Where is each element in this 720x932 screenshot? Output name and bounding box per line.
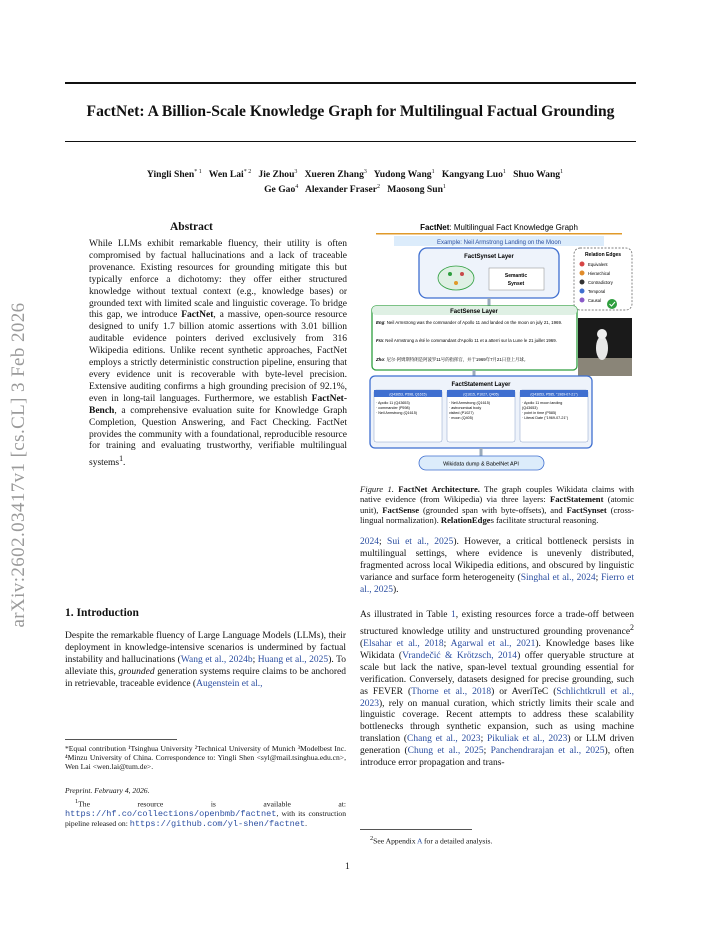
arxiv-stamp: arXiv:2602.03417v1 [cs.CL] 3 Feb 2026 <box>8 302 29 628</box>
author: Jie Zhou$^3$ <box>258 169 298 181</box>
svg-text:· commander (P598): · commander (P598) <box>376 406 410 410</box>
title-rule-top <box>65 82 636 84</box>
author: Alexander Fraser$^2$ <box>304 184 380 196</box>
preprint-note: Preprint. February 4, 2026. <box>65 786 150 795</box>
citation-link[interactable]: Vrandečić & Krötzsch, 2014 <box>402 650 518 661</box>
author: Kangyang Luo$^1$ <box>441 169 506 181</box>
contradictory-icon <box>580 280 585 285</box>
right-paragraph-2: As illustrated in Table 1, existing resources force a trade-off between structured knowledge utility and unstructured grounding provenance$^2$ (Elsahar et al., 2018; Agarwal et al., 2021). Knowledge bases like Wikidata (Vrandečić & Krötzsch, 2014) offer queryable structure at scale but lack the native, span-level textual grounding essential for verification. Conversely, datasets designed for precise grounding, such as FEVER (Thorne et al., 2018) or AveriTeC (Schlichtkrull et al., 2023), rely on manual curation, which strictly limits their scale and linguistic coverage. Recent attempts to address these scalability bottlenecks through synthetic expansion, such as using machine translation (Chang et al., 2023; Pikuliak et al., 2023) or LLM driven generation (Chung et al., 2025; Panchendrarajan et al., 2025), often introduce error propagation and trans- <box>360 610 635 769</box>
title-rule-bottom <box>65 141 636 142</box>
table-ref-link[interactable]: 1 <box>451 610 456 620</box>
svg-text:Contradictory: Contradictory <box>588 280 613 285</box>
footnote-rule-right <box>360 829 472 830</box>
check-icon <box>607 299 617 309</box>
citation-link[interactable]: Wang et al., 2024b <box>180 654 253 665</box>
citation-link[interactable]: Fierro et al., 2025 <box>360 572 635 595</box>
citation-link[interactable]: Singhal et al., 2024 <box>520 572 596 583</box>
equivalent-icon <box>580 262 585 267</box>
figure-heading: FactNet: Multilingual Fact Knowledge Graph <box>420 223 578 232</box>
author: Yudong Wang$^1$ <box>373 169 435 181</box>
statement-column <box>520 390 588 442</box>
synset-layer-label: FactSynset Layer <box>464 254 514 260</box>
author: Yingli Shen$^{* 1}$ <box>146 169 202 181</box>
huggingface-link[interactable]: https://hf.co/collections/openbmb/factnet <box>65 808 277 819</box>
author: Shuo Wang$^1$ <box>513 169 564 181</box>
figure-example-label: Example: Neil Armstrong Landing on the Moon <box>436 240 562 246</box>
citation-link[interactable]: Chung et al., 2025 <box>407 746 484 757</box>
factnet-bench-term: FactNet-Bench <box>89 393 347 416</box>
section-heading-introduction: 1. Introduction <box>65 607 139 619</box>
sense-row-eng: Eng: Neil Armstrong was the commander of Apollo 11 and landed on the moon on july 21, 1969. <box>376 320 563 325</box>
author: Ge Gao$^4$ <box>264 184 299 196</box>
sense-layer-label: FactSense Layer <box>450 309 498 315</box>
svg-text:· Apollo 11 moon landing: · Apollo 11 moon landing <box>522 401 563 405</box>
svg-text:(Q43653, P585, "1969-07-21"): (Q43653, P585, "1969-07-21") <box>530 392 578 397</box>
sense-row-fra: Fra: Neil Armstrong a été le commandant d'Apollo 11 et a atterri sur la Lune le 21 juillet 1969. <box>376 338 557 343</box>
citation-link[interactable]: Sui et al., 2025 <box>387 537 454 547</box>
citation-link[interactable]: Elsahar et al., 2018 <box>363 638 444 649</box>
citation-link[interactable]: Augenstein et al., <box>196 678 263 689</box>
svg-text:(Q43653): (Q43653) <box>522 406 538 410</box>
intro-paragraph: Despite the remarkable fluency of Large Language Models (LLMs), their deployment in knowledge-intensive scenarios is undermined by factual instability and hallucinations (Wang et al., 2024b; Huang et al., 2025). To alleviate this, grounded generation systems require claims to be anchored in retrievable, traceable evidence (Augenstein et al., <box>65 631 347 689</box>
appendix-footnote: $^2$See Appendix A for a detailed analysis. <box>370 835 493 846</box>
appendix-link[interactable]: A <box>417 836 423 846</box>
statement-column <box>374 390 442 442</box>
citation-link[interactable]: Panchendrarajan et al., 2025 <box>490 746 605 757</box>
svg-text:Hierarchical: Hierarchical <box>588 271 611 276</box>
citation-link[interactable]: 2024 <box>360 537 379 547</box>
relation-edges-title: Relation Edges <box>584 252 622 258</box>
svg-text:· Apollo 11 (Q43653): · Apollo 11 (Q43653) <box>376 401 410 405</box>
abstract-body: While LLMs exhibit remarkable fluency, their utility is often compromised by factual hallucinations and a lack of traceable provenance. Existing resources for grounding mitigate this but typically enforce a dichotomy: they offer either structured knowledge without textual context (e.g., knowledge bases) or grounded text with limited scale and linguistic coverage. To bridge this gap, we introduce FactNet, a massive, open-source resource designed to unify 1.7 billion atomic assertions with 3.01 billion auditable evidence pointers derived exclusively from 316 Wikipedia editions. Unlike recent synthetic approaches, FactNet employs a strictly deterministic construction pipeline, ensuring that every evidence unit is recoverable with byte-level precision. Extensive auditing confirms a high grounding precision of 92.1%, even in long-tail languages. Furthermore, we establish FactNet-Bench, a comprehensive evaluation suite for Knowledge Graph Completion, Question Answering, and Fact Checking. FactNet provides the community with a foundational, reproducible resource for training and evaluating trustworthy, verifiable multilingual systems$^1$. <box>89 239 347 469</box>
source-label: Wikidata dump & BabelNet API <box>443 461 519 468</box>
svg-text:Causal: Causal <box>588 298 602 303</box>
svg-text:Equivalent: Equivalent <box>588 262 608 267</box>
paper-title: FactNet: A Billion-Scale Knowledge Graph for Multilingual Factual Grounding <box>86 103 615 120</box>
citation-link[interactable]: Pikuliak et al., 2023 <box>486 734 568 745</box>
svg-text:· Literal Date ("1969-07-21"): · Literal Date ("1969-07-21") <box>522 416 569 420</box>
affiliation-footnote: *Equal contribution ¹Tsinghua University ²Technical University of Munich ³Modelbest Inc. ⁴Minzu University of China. Correspondence to: Yingli Shen <syl@mail.tsinghua.edu.cn>, Wen Lai <wen.lai@tum.de>. <box>65 744 346 772</box>
statement-layer-label: FactStatement Layer <box>451 382 511 388</box>
citation-link[interactable]: Huang et al., 2025 <box>257 654 329 665</box>
svg-text:· Neil Armstrong (Q1615): · Neil Armstrong (Q1615) <box>376 411 417 415</box>
figure-caption: Figure 1. FactNet Architecture. The graph couples Wikidata claims with native evidence (from Wikipedia) via three layers: FactStatement (atomic unit), FactSense (grounded span with byte-offsets), and FactSynset (cross-lingual normalization). RelationEdges facilitate structural reasoning. <box>360 484 634 525</box>
factnet-term: FactNet <box>181 310 214 321</box>
svg-text:visited (P1027): visited (P1027) <box>449 411 474 415</box>
author: Wen Lai$^{* 2}$ <box>208 169 252 181</box>
author-list <box>75 166 635 196</box>
svg-text:· astronomical body: · astronomical body <box>449 406 482 410</box>
svg-text:(Q1615, P1027, Q405): (Q1615, P1027, Q405) <box>463 392 499 397</box>
citation-link[interactable]: Schlichtkrull et al., 2023 <box>360 686 634 709</box>
sense-row-zho: Zho: 尼尔·阿姆斯特朗是阿波罗11号的指挥官，并于1969年7月21日登上月球。 <box>376 357 529 362</box>
hierarchical-icon <box>580 271 585 276</box>
svg-text:· point in time (P585): · point in time (P585) <box>522 411 557 415</box>
temporal-icon <box>580 289 585 294</box>
svg-text:(Q43653, P598, Q1615): (Q43653, P598, Q1615) <box>389 392 427 397</box>
svg-text:· Neil Armstrong (Q1615): · Neil Armstrong (Q1615) <box>449 401 490 405</box>
author: Maosong Sun$^1$ <box>387 184 446 196</box>
citation-link[interactable]: Thorne et al., 2018 <box>411 686 492 697</box>
causal-icon <box>580 298 585 303</box>
statement-column <box>447 390 515 442</box>
semantic-synset-label: Semantic <box>504 273 528 279</box>
page-number: 1 <box>345 862 350 872</box>
footnote-ref[interactable]: 2 <box>630 622 634 632</box>
svg-text:· moon (Q405): · moon (Q405) <box>449 416 473 420</box>
github-link[interactable]: https://github.com/yl-shen/factnet <box>129 818 306 829</box>
factnet-architecture-figure <box>364 218 634 480</box>
footnote-ref[interactable]: 1 <box>119 454 124 464</box>
svg-text:Synset: Synset <box>507 281 525 287</box>
author: Xueren Zhang$^3$ <box>304 169 367 181</box>
abstract-heading: Abstract <box>170 221 213 233</box>
citation-link[interactable]: Agarwal et al., 2021 <box>450 638 536 649</box>
svg-text:Temporal: Temporal <box>588 289 606 294</box>
footnote-rule <box>65 739 177 740</box>
citation-link[interactable]: Chang et al., 2023 <box>407 734 481 745</box>
right-paragraph-1: 2024; Sui et al., 2025). However, a critical bottleneck persists in multilingual settings, where evidence is unevenly distributed, fragmented across local Wikipedia editions, and obscured by linguistic variance and surface form heterogeneity (Singhal et al., 2024; Fierro et al., 2025). <box>360 537 635 595</box>
resource-footnote: $^1$The resource is available at: https://hf.co/collections/openbmb/factnet, with its construction pipeline released on: https://github.com/yl-shen/factnet. <box>65 798 346 829</box>
